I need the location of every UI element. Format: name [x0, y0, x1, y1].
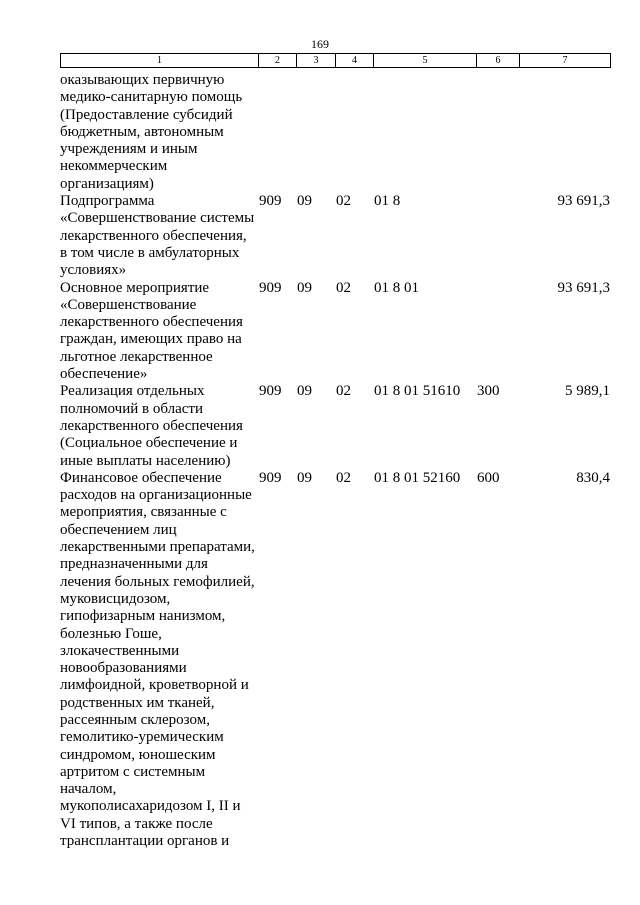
item-name-line: бюджетным, автономным: [60, 123, 224, 140]
item-name-line: Основное мероприятие: [60, 279, 210, 296]
item-name-line: лекарственными препаратами,: [60, 539, 255, 556]
item-name-line: лечения больных гемофилией,: [60, 573, 255, 590]
item-name-line: организациям): [60, 175, 154, 192]
ministry-code: 909: [259, 383, 282, 400]
item-name-line: некоммерческим: [60, 158, 168, 175]
item-name-line: новообразованиями: [60, 660, 187, 677]
ministry-code: 909: [259, 279, 282, 296]
column-number-1: 1: [61, 54, 259, 68]
item-name: [60, 280, 256, 384]
item-name-line: синдромом, юношеским: [60, 746, 216, 763]
column-number-4: 4: [336, 54, 374, 68]
item-name: [60, 193, 256, 279]
amount: 93 691,3: [557, 193, 610, 210]
amount: 5 989,1: [565, 383, 610, 400]
subsection-code: 02: [336, 469, 351, 486]
item-name-line: Реализация отдельных: [60, 383, 205, 400]
column-number-5: 5: [374, 54, 477, 68]
item-name-line: в том числе в амбулаторных: [60, 244, 240, 261]
column-number-6: 6: [477, 54, 520, 68]
item-name-line: расходов на организационные: [60, 487, 252, 504]
amount: 93 691,3: [557, 279, 610, 296]
section-code: 09: [297, 193, 312, 210]
item-name: [60, 383, 256, 469]
page-number: 169: [311, 37, 329, 51]
section-code: 09: [297, 279, 312, 296]
column-number-7: 7: [520, 54, 611, 68]
item-name-line: родственных им тканей,: [60, 694, 215, 711]
item-name-line: болезнью Гоше,: [60, 625, 162, 642]
item-name-line: (Предоставление субсидий: [60, 106, 233, 123]
ministry-code: 909: [259, 193, 282, 210]
item-name-line: льготное лекарственное: [60, 348, 213, 365]
item-name-line: рассеянным склерозом,: [60, 711, 210, 728]
item-name-line: злокачественными: [60, 642, 180, 659]
item-name-line: Финансовое обеспечение: [60, 469, 222, 486]
target-article-code: 01 8 01 51610: [374, 383, 461, 400]
column-number-2: 2: [259, 54, 297, 68]
target-article-code: 01 8 01: [374, 279, 419, 296]
item-name-line: (Социальное обеспечение и: [60, 435, 238, 452]
item-name-line: условиях»: [60, 262, 127, 279]
item-name-line: трансплантации органов и: [60, 833, 230, 850]
target-article-code: 01 8: [374, 193, 401, 210]
item-name-line: «Совершенствование: [60, 296, 197, 313]
subsection-code: 02: [336, 279, 351, 296]
ministry-code: 909: [259, 469, 282, 486]
item-name-line: лекарственного обеспечения: [60, 417, 243, 434]
item-name-line: полномочий в области: [60, 400, 203, 417]
budget-table-body: [60, 72, 612, 850]
item-name-line: предназначенными для: [60, 556, 208, 573]
item-name-line: мукополисахаридозом I, II и: [60, 798, 241, 815]
item-name-line: обеспечение»: [60, 366, 148, 383]
section-code: 09: [297, 383, 312, 400]
item-name-line: Подпрограмма: [60, 193, 155, 210]
item-name-line: лимфоидной, кроветворной и: [60, 677, 249, 694]
item-name: [60, 72, 256, 193]
item-name-line: лекарственного обеспечения: [60, 314, 243, 331]
table-row: [60, 383, 612, 469]
item-name: [60, 470, 256, 851]
subsection-code: 02: [336, 193, 351, 210]
table-row: [60, 280, 612, 384]
expense-type-code: 600: [477, 469, 500, 486]
item-name-line: «Совершенствование системы: [60, 210, 255, 227]
section-code: 09: [297, 469, 312, 486]
table-row: [60, 470, 612, 851]
item-name-line: медико-санитарную помощь: [60, 89, 243, 106]
item-name-line: VI типов, а также после: [60, 815, 213, 832]
table-row: [60, 193, 612, 279]
item-name-line: артритом с системным: [60, 763, 206, 780]
item-name-line: гипофизарным нанизмом,: [60, 608, 226, 625]
column-number-3: 3: [297, 54, 336, 68]
item-name-line: лекарственного обеспечения,: [60, 227, 247, 244]
item-name-line: учреждениям и иным: [60, 141, 198, 158]
item-name-line: мероприятия, связанные с: [60, 504, 227, 521]
table-row: [60, 72, 612, 193]
item-name-line: иные выплаты населению): [60, 452, 231, 469]
expense-type-code: 300: [477, 383, 500, 400]
subsection-code: 02: [336, 383, 351, 400]
item-name-line: началом,: [60, 781, 117, 798]
item-name-line: оказывающих первичную: [60, 72, 225, 88]
target-article-code: 01 8 01 52160: [374, 469, 461, 486]
amount: 830,4: [576, 469, 610, 486]
column-number-header: [60, 53, 611, 68]
item-name-line: муковисцидозом,: [60, 590, 171, 607]
item-name-line: гемолитико-уремическим: [60, 729, 224, 746]
item-name-line: граждан, имеющих право на: [60, 331, 242, 348]
item-name-line: обеспечением лиц: [60, 521, 177, 538]
